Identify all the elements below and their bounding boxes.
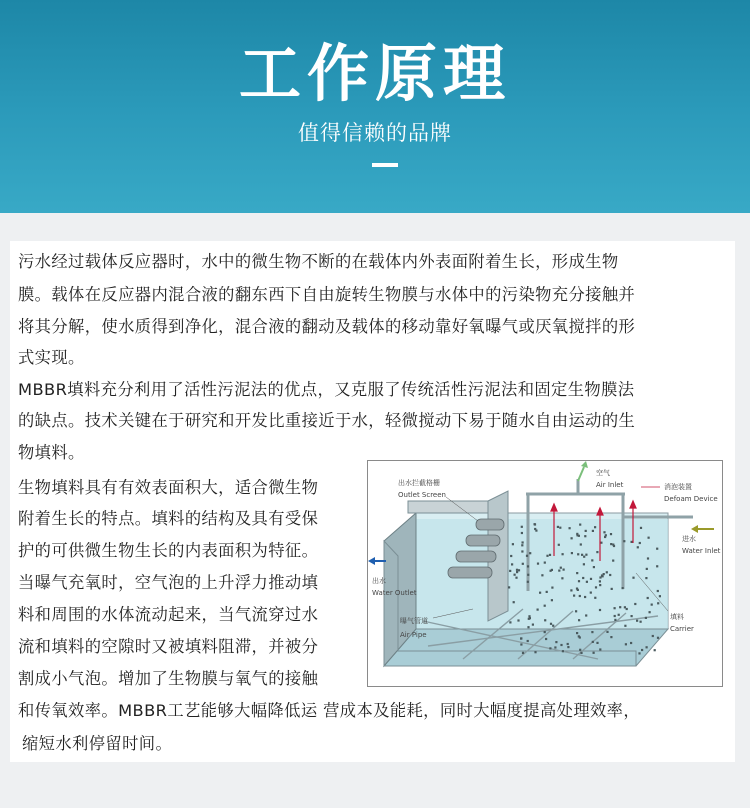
carrier-particle	[551, 599, 553, 601]
carrier-particle	[594, 526, 596, 528]
carrier-particle	[647, 557, 649, 559]
carrier-particle	[656, 548, 658, 550]
carrier-particle	[599, 580, 601, 582]
label-water-inlet-cn: 进水	[682, 535, 696, 543]
carrier-particle	[640, 527, 642, 529]
carrier-particle	[522, 541, 524, 543]
carrier-particle	[595, 586, 597, 588]
carrier-particle	[512, 543, 514, 545]
carrier-particle	[632, 577, 634, 579]
carrier-particle	[592, 530, 594, 532]
carrier-particle	[630, 642, 632, 644]
carrier-particle	[580, 652, 582, 654]
carrier-particle	[569, 527, 571, 529]
carrier-particle	[576, 632, 578, 634]
carrier-particle	[609, 574, 611, 576]
carrier-particle	[585, 530, 587, 532]
carrier-particle	[546, 555, 548, 557]
body-line: 缩短水利停留时间。	[22, 734, 173, 753]
body-line: 生物填料具有有效表面积大，适合微生物	[18, 478, 319, 497]
carrier-particle	[648, 537, 650, 539]
carrier-particle	[590, 592, 592, 594]
carrier-particle	[522, 563, 524, 565]
carrier-particle	[561, 577, 563, 579]
carrier-particle	[516, 571, 518, 573]
carrier-particle	[596, 551, 598, 553]
label-water-outlet-en: Water Outlet	[372, 589, 417, 597]
carrier-particle	[631, 615, 633, 617]
carrier-particle	[624, 625, 626, 627]
body-line: 流和填料的空隙时又被填料阻滞，并被分	[18, 637, 319, 656]
carrier-particle	[532, 624, 534, 626]
carrier-particle	[544, 562, 546, 564]
carrier-particle	[647, 597, 649, 599]
carrier-particle	[573, 595, 575, 597]
carrier-particle	[585, 554, 587, 556]
carrier-particle	[614, 615, 616, 617]
label-air-pipe-cn: 曝气管道	[400, 617, 428, 625]
carrier-particle	[623, 540, 625, 542]
carrier-particle	[562, 553, 564, 555]
label-water-outlet-cn: 出水	[372, 577, 386, 585]
carrier-particle	[562, 650, 564, 652]
carrier-particle	[599, 609, 601, 611]
carrier-particle	[521, 550, 523, 552]
carrier-particle	[576, 534, 578, 536]
carrier-particle	[529, 552, 531, 554]
title-divider	[372, 163, 398, 167]
header-banner	[0, 0, 750, 213]
carrier-particle	[591, 631, 593, 633]
carrier-particle	[518, 569, 520, 571]
carrier-particle	[610, 636, 612, 638]
carrier-particle	[571, 552, 573, 554]
carrier-particle	[625, 643, 627, 645]
carrier-particle	[638, 652, 640, 654]
carrier-particle	[590, 578, 592, 580]
body-line: 的缺点。技术关键在于研究和开发比重接近于水，轻微搅动下易于随水自由运动的生	[18, 411, 636, 430]
carrier-particle	[611, 588, 613, 590]
carrier-particle	[599, 576, 601, 578]
carrier-particle	[576, 572, 578, 574]
carrier-particle	[521, 526, 523, 528]
carrier-particle	[560, 567, 562, 569]
carrier-particle	[578, 635, 580, 637]
carrier-particle	[599, 584, 601, 586]
body-line: 膜。载体在反应器内混合液的翻东西下自由旋转生物膜与水体中的污染物充分接触并	[18, 285, 636, 304]
carrier-particle	[645, 577, 647, 579]
carrier-particle	[596, 642, 598, 644]
carrier-particle	[545, 638, 547, 640]
label-outlet-screen-cn: 出水拦截格栅	[398, 479, 440, 487]
carrier-particle	[537, 609, 539, 611]
carrier-particle	[570, 589, 572, 591]
carrier-particle	[636, 620, 638, 622]
carrier-particle	[610, 533, 612, 535]
carrier-particle	[546, 591, 548, 593]
carrier-particle	[521, 532, 523, 534]
carrier-particle	[618, 614, 620, 616]
carrier-particle	[649, 611, 651, 613]
carrier-particle	[549, 554, 551, 556]
carrier-particle	[567, 646, 569, 648]
carrier-particle	[654, 649, 656, 651]
carrier-particle	[583, 563, 585, 565]
carrier-particle	[544, 619, 546, 621]
body-line: 割成小气泡。增加了生物膜与氧气的接触	[18, 669, 319, 688]
carrier-particle	[614, 619, 616, 621]
carrier-particle	[520, 643, 522, 645]
carrier-particle	[600, 542, 602, 544]
carrier-particle	[511, 563, 513, 565]
label-air-inlet-cn: 空气	[596, 469, 610, 477]
carrier-particle	[610, 543, 612, 545]
carrier-particle	[509, 621, 511, 623]
carrier-particle	[619, 606, 621, 608]
body-line: 和传氧效率。MBBR工艺能够大幅降低运 营成本及能耗，同时大幅度提高处理效率，	[18, 701, 641, 720]
carrier-particle	[526, 555, 528, 557]
carrier-particle	[527, 565, 529, 567]
carrier-particle	[585, 614, 587, 616]
carrier-particle	[508, 586, 510, 588]
carrier-particle	[563, 569, 565, 571]
carrier-particle	[637, 546, 639, 548]
water-outlet-arrow	[368, 557, 386, 565]
air-inlet-arrow	[578, 461, 588, 481]
carrier-particle	[509, 570, 511, 572]
carrier-particle	[514, 574, 516, 576]
carrier-particle	[541, 574, 543, 576]
carrier-particle	[516, 569, 518, 571]
carrier-particle	[579, 524, 581, 526]
carrier-particle	[631, 541, 633, 543]
page-title: 工作原理	[238, 37, 511, 110]
carrier-particle	[554, 646, 556, 648]
carrier-particle	[646, 646, 648, 648]
carrier-particle	[612, 560, 614, 562]
carrier-particle	[559, 527, 561, 529]
carrier-particle	[593, 652, 595, 654]
carrier-particle	[641, 649, 643, 651]
carrier-particle	[579, 595, 581, 597]
label-defoam-cn: 消泡装置	[664, 483, 692, 491]
carrier-particle	[614, 607, 616, 609]
carrier-particle	[592, 641, 594, 643]
carrier-particle	[544, 605, 546, 607]
carrier-particle	[520, 638, 522, 640]
carrier-particle	[646, 568, 648, 570]
carrier-particle	[599, 648, 601, 650]
carrier-particle	[604, 536, 606, 538]
carrier-particle	[591, 559, 593, 561]
body-line: 将其分解，使水质得到净化，混合液的翻动及载体的移动靠好氧曝气或厌氧搅拌的形	[18, 317, 636, 336]
carrier-particle	[571, 537, 573, 539]
body-line: MBBR填料充分利用了活性污泥法的优点，又克服了传统活性污泥法和固定生物膜法	[18, 380, 635, 399]
carrier-particle	[529, 617, 531, 619]
carrier-particle	[575, 610, 577, 612]
carrier-particle	[560, 644, 562, 646]
carrier-particle	[552, 625, 554, 627]
carrier-particle	[603, 573, 605, 575]
carrier-particle	[510, 555, 512, 557]
carrier-particle	[539, 592, 541, 594]
carrier-particle	[534, 528, 536, 530]
carrier-particle	[613, 545, 615, 547]
body-line: 当曝气充氧时，空气泡的上升浮力推动填	[18, 573, 319, 592]
carrier-particle	[622, 587, 624, 589]
carrier-particle	[586, 581, 588, 583]
carrier-particle	[551, 569, 553, 571]
carrier-particle	[558, 570, 560, 572]
label-defoam-en: Defoam Device	[664, 495, 718, 503]
carrier-particle	[551, 587, 553, 589]
label-air-pipe-en: Air Pipe	[400, 631, 427, 639]
carrier-particle	[577, 553, 579, 555]
label-outlet-screen-en: Outlet Screen	[398, 491, 446, 499]
body-line: 污水经过载体反应器时，水中的微生物不断的在载体内外表面附着生长，形成生物	[18, 252, 619, 271]
label-water-inlet-en: Water Inlet	[682, 547, 721, 555]
mbbr-diagram-svg	[368, 461, 722, 686]
carrier-particle	[593, 566, 595, 568]
carrier-particle	[606, 571, 608, 573]
body-line: 附着生长的特点。填料的结构及具有受保	[18, 509, 319, 528]
carrier-particle	[544, 631, 546, 633]
carrier-particle	[606, 631, 608, 633]
carrier-particle	[657, 637, 659, 639]
carrier-particle	[657, 590, 659, 592]
carrier-particle	[594, 597, 596, 599]
carrier-particle	[558, 544, 560, 546]
carrier-particle	[603, 531, 605, 533]
carrier-particle	[634, 603, 636, 605]
carrier-particle	[651, 604, 653, 606]
carrier-particle	[581, 554, 583, 556]
carrier-particle	[583, 556, 585, 558]
carrier-particle	[578, 619, 580, 621]
carrier-particle	[576, 588, 578, 590]
carrier-particle	[522, 652, 524, 654]
carrier-particle	[584, 535, 586, 537]
carrier-particle	[578, 580, 580, 582]
carrier-particle	[534, 523, 536, 525]
carrier-particle	[527, 574, 529, 576]
carrier-particle	[527, 581, 529, 583]
carrier-particle	[582, 577, 584, 579]
water-inlet-arrow	[691, 525, 714, 533]
carrier-particle	[639, 542, 641, 544]
carrier-particle	[550, 623, 552, 625]
carrier-particle	[580, 543, 582, 545]
carrier-particle	[557, 526, 559, 528]
carrier-particle	[659, 595, 661, 597]
label-air-inlet-en: Air Inlet	[596, 481, 624, 489]
label-carrier-cn: 填料	[670, 613, 684, 621]
carrier-particle	[521, 544, 523, 546]
carrier-particle	[513, 601, 515, 603]
carrier-particle	[527, 626, 529, 628]
carrier-particle	[657, 602, 659, 604]
carrier-particle	[527, 640, 529, 642]
carrier-particle	[537, 563, 539, 565]
page-subtitle: 值得信赖的品牌	[298, 121, 452, 145]
body-line: 物填料。	[18, 443, 85, 462]
carrier-particle	[517, 619, 519, 621]
carrier-particle	[579, 649, 581, 651]
carrier-particle	[567, 643, 569, 645]
carrier-particle	[656, 565, 658, 567]
carrier-particle	[645, 617, 647, 619]
body-line: 护的可供微生物生长的内表面积为特征。	[18, 541, 319, 560]
carrier-particle	[555, 641, 557, 643]
carrier-particle	[515, 577, 517, 579]
body-line: 式实现。	[18, 348, 85, 367]
label-carrier-en: Carrier	[670, 625, 694, 633]
mbbr-diagram	[367, 460, 723, 687]
carrier-particle	[549, 647, 551, 649]
carrier-particle	[528, 615, 530, 617]
carrier-particle	[584, 596, 586, 598]
carrier-particle	[534, 651, 536, 653]
carrier-particle	[640, 621, 642, 623]
carrier-particle	[624, 606, 626, 608]
body-line: 料和周围的水体流动起来，当气流穿过水	[18, 605, 319, 624]
carrier-particle	[652, 635, 654, 637]
